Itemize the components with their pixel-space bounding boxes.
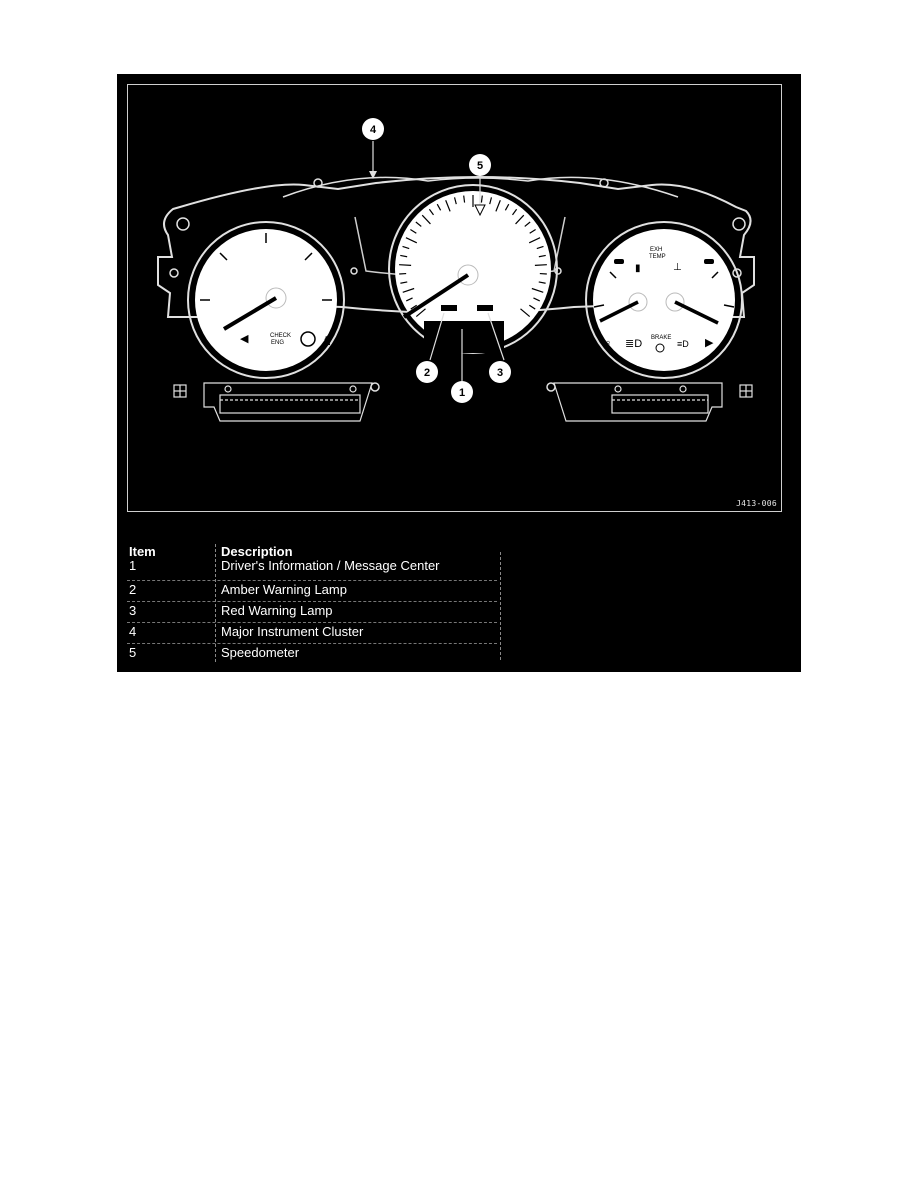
legend-item-number: 4 [129,624,137,639]
check-engine-label: CHECK [270,333,292,339]
mount-hole [170,269,178,277]
callout-4 [362,118,384,140]
legend-item-description: Amber Warning Lamp [221,582,347,597]
instrument-cluster-figure [127,84,782,512]
svg-text:TEMP: TEMP [649,254,666,260]
legend-item-number: 2 [129,582,137,597]
mount-hole [351,268,357,274]
speedometer-tick [399,265,411,266]
svg-text:4: 4 [369,124,377,136]
fog-lamp-icon: ≡D [677,339,689,349]
speedometer [389,185,557,353]
svg-text:2: 2 [423,367,431,379]
brake-label: BRAKE [651,335,672,341]
diagram-panel [117,74,801,672]
instrument-cluster-drawing [128,85,783,513]
fuel-icon: ▮ [635,263,641,274]
airbag-icon: ♀ [604,338,613,350]
legend-description-header: Description [221,544,293,559]
mount-hole [177,218,189,230]
callout-2 [416,361,438,383]
left-connector [174,383,372,421]
legend-item-description: Speedometer [221,645,300,660]
legend-table [127,546,497,664]
callout-5 [469,154,491,176]
coolant-temp-icon: ⊥ [673,262,682,273]
svg-text:5: 5 [476,160,484,172]
legend-item-number: 5 [129,645,137,660]
turn-right-icon: ▶ [705,337,714,349]
red-warning-lamp [477,305,493,311]
svg-text:1: 1 [458,387,466,399]
left-gauge [188,222,344,378]
legend-row [127,560,497,580]
legend-row [127,622,497,643]
legend-item-header: Item [129,544,156,559]
callout-1 [451,381,473,403]
legend-item-number: 3 [129,603,137,618]
legend-item-description: Red Warning Lamp [221,603,333,618]
legend-row [127,643,497,664]
legend-right-border [500,552,501,660]
right-gauge [586,222,742,378]
turn-left-icon: ◀ [240,333,249,345]
legend-row [127,580,497,601]
headlamp-icon: ≣D [625,338,643,350]
speedometer-tick [535,265,547,266]
exh-temp-label: EXH [650,247,663,253]
mount-hole [733,218,745,230]
callout-3 [489,361,511,383]
right-connector [554,383,752,421]
legend-item-description: Driver's Information / Message Center [221,558,440,573]
svg-text:3: 3 [496,367,504,379]
figure-code: J413-006 [736,499,777,508]
svg-text:ENG: ENG [271,340,285,346]
legend-item-number: 1 [129,558,137,573]
amber-warning-lamp [441,305,457,311]
legend-row [127,601,497,622]
seatbelt-icon: ♟ [321,334,332,348]
legend-item-description: Major Instrument Cluster [221,624,364,639]
